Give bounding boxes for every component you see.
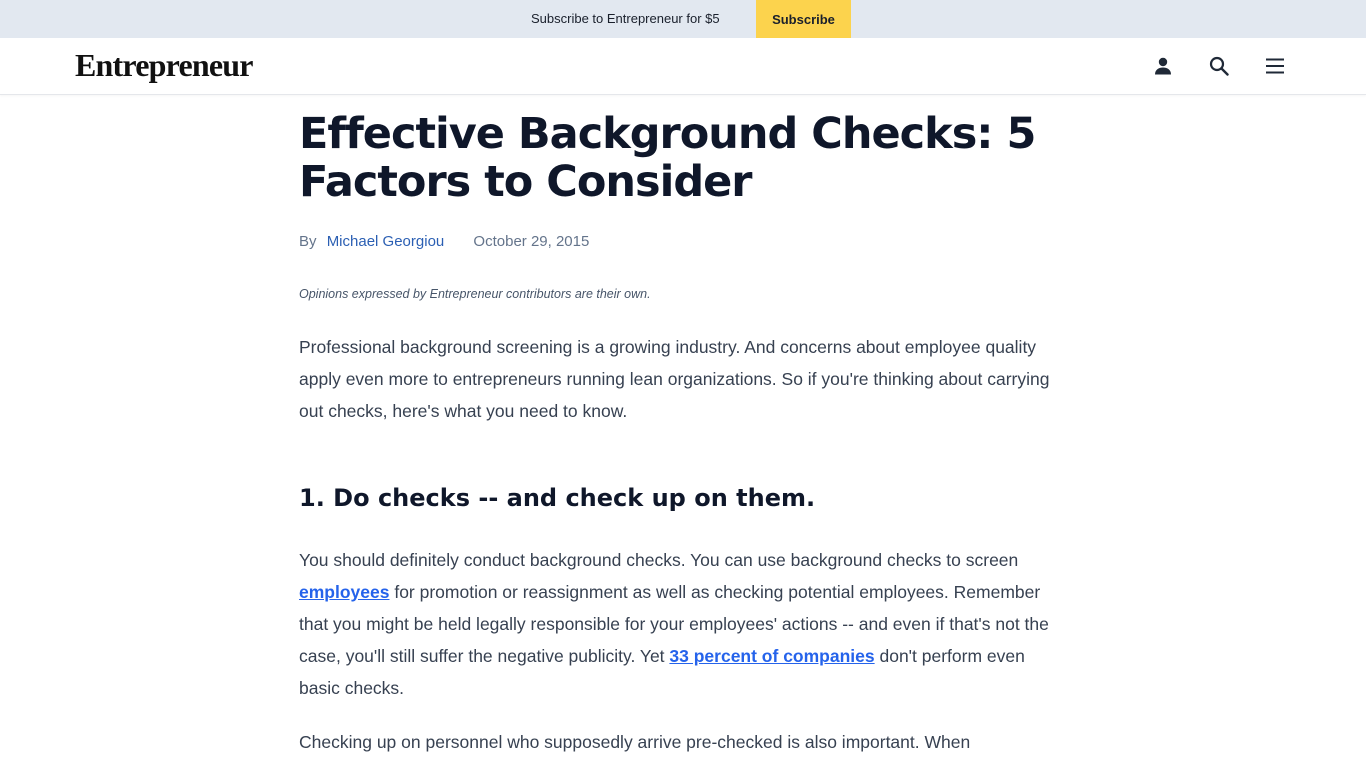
promo-bar: [0, 0, 1366, 38]
body-paragraph: [299, 544, 1061, 704]
section-heading-1: 1. Do checks -- and check up on them.: [299, 484, 816, 512]
companies-statistic-link[interactable]: 33 percent of companies: [669, 646, 875, 666]
search-icon[interactable]: [1207, 54, 1231, 78]
article-title: Effective Background Checks: 5 Factors to Consider: [299, 109, 1036, 207]
promo-text: Subscribe to Entrepreneur for $5: [531, 11, 720, 26]
menu-icon[interactable]: [1263, 54, 1287, 78]
byline-prefix: By: [299, 233, 317, 250]
contributor-disclaimer: Opinions expressed by Entrepreneur contributors are their own.: [299, 287, 651, 301]
article: [299, 109, 1069, 752]
site-logo[interactable]: Entrepreneur: [75, 47, 253, 83]
author-link[interactable]: Michael Georgiou: [326, 233, 445, 250]
publish-date: October 29, 2015: [473, 233, 590, 250]
paragraph-text: for promotion or reassignment as well as checking potential employees. Remember that you might be held legally responsible for your employees' actions -- and even if that's not the case, you'll still suffer the negative publicity. Yet: [299, 582, 1049, 666]
body-paragraph-partial: Checking up on personnel who supposedly arrive pre-checked is also important. When: [299, 732, 971, 752]
employees-link[interactable]: employees: [299, 582, 390, 602]
paragraph-text: You should definitely conduct background checks. You can use background checks to screen: [299, 550, 1019, 570]
site-header: [0, 38, 1366, 95]
paragraph-text: don't perform even basic checks.: [299, 646, 1025, 698]
intro-paragraph: Professional background screening is a growing industry. And concerns about employee quality apply even more to entrepreneurs running lean organizations. So if you're thinking about carrying out checks, here's what you need to know.: [299, 337, 1050, 421]
subscribe-button[interactable]: Subscribe: [756, 0, 851, 38]
byline: [299, 233, 589, 250]
user-icon[interactable]: [1151, 54, 1175, 78]
